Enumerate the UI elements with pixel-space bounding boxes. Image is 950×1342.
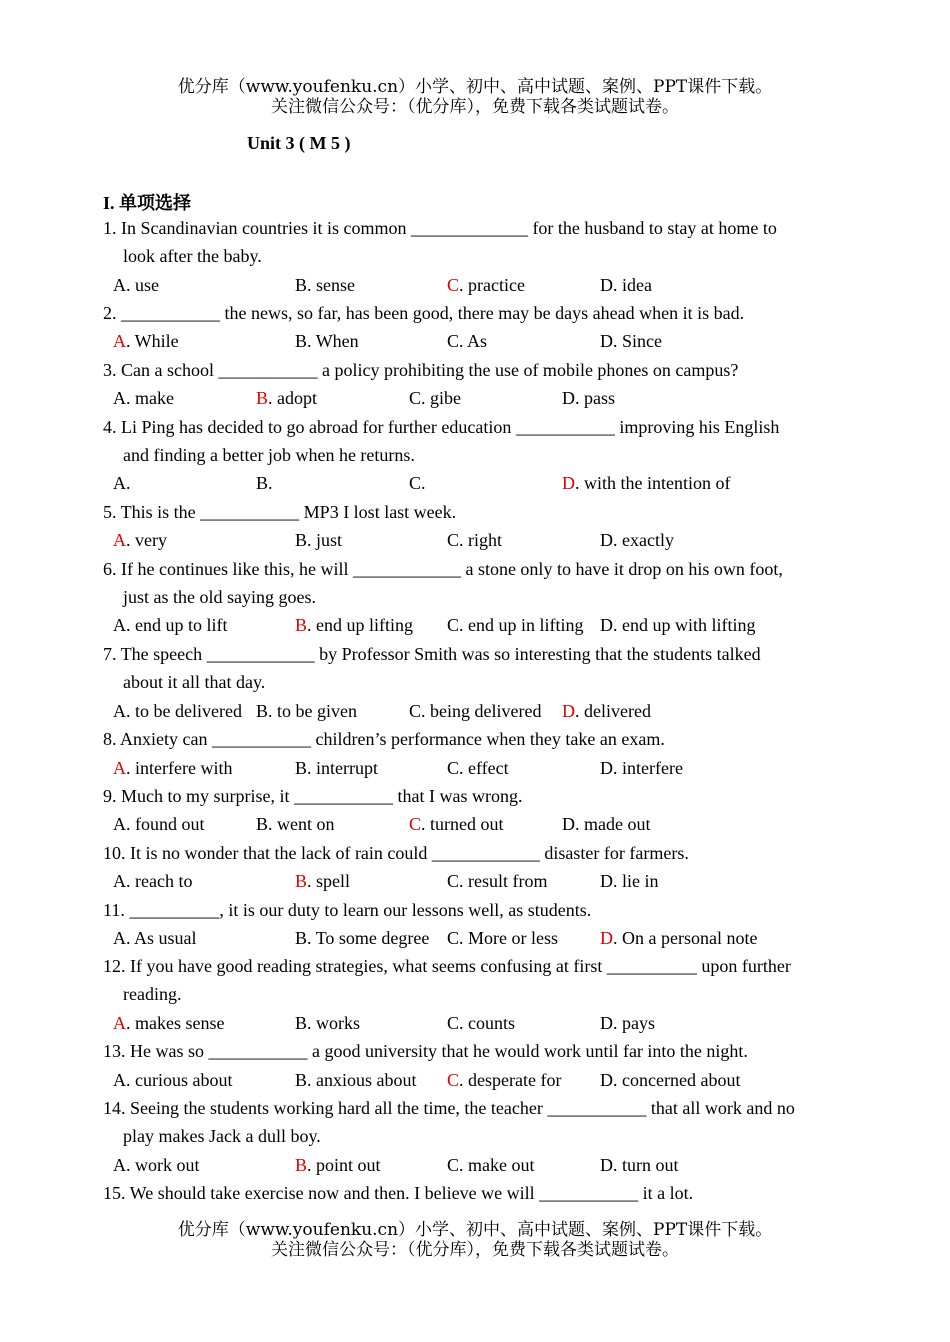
options-6 xyxy=(113,611,853,639)
question-text-continued: play makes Jack a dull boy. xyxy=(123,1126,321,1147)
option-a: A. interfere with xyxy=(113,758,233,778)
option-d: D. delivered xyxy=(562,701,651,721)
question-3 xyxy=(103,356,845,384)
option-a: A. While xyxy=(113,331,179,351)
question-text: 1. In Scandinavian countries it is common _____________ for the husband to stay at home to xyxy=(103,218,777,238)
option-c: C. result from xyxy=(447,871,548,891)
options-7 xyxy=(113,697,853,725)
question-text: 6. If he continues like this, he will ____________ a stone only to have it drop on his own foot, xyxy=(103,559,783,579)
question-text: 4. Li Ping has decided to go abroad for further education ___________ improving his English xyxy=(103,417,780,437)
option-b: B. just xyxy=(295,530,343,550)
option-c: C. effect xyxy=(447,758,509,778)
options-8 xyxy=(113,754,853,782)
question-14 xyxy=(103,1094,845,1151)
question-8 xyxy=(103,725,845,753)
question-text: 8. Anxiety can ___________ children’s performance when they take an exam. xyxy=(103,729,665,749)
question-text: 10. It is no wonder that the lack of rain could ____________ disaster for farmers. xyxy=(103,843,689,863)
option-b: B. adopt xyxy=(256,388,318,408)
question-2 xyxy=(103,299,845,327)
option-a: A. reach to xyxy=(113,871,193,891)
question-text: 2. ___________ the news, so far, has been good, there may be days ahead when it is bad. xyxy=(103,303,745,323)
option-b: B. When xyxy=(295,331,359,351)
option-b: B. went on xyxy=(256,814,335,834)
options-12 xyxy=(113,1009,853,1037)
question-6 xyxy=(103,555,845,612)
option-d: D. On a personal note xyxy=(600,928,758,948)
option-c: C. turned out xyxy=(409,814,504,834)
question-text: 5. This is the ___________ MP3 I lost last week. xyxy=(103,502,457,522)
option-d: D. end up with lifting xyxy=(600,615,756,635)
option-c: C. gibe xyxy=(409,388,462,408)
option-a: A. xyxy=(113,473,131,493)
option-a: A. make xyxy=(113,388,174,408)
option-d: D. exactly xyxy=(600,530,674,550)
question-12 xyxy=(103,952,845,1009)
question-text-continued: and finding a better job when he returns. xyxy=(123,445,415,466)
option-b: B. works xyxy=(295,1013,361,1033)
option-c: C. desperate for xyxy=(447,1070,562,1090)
question-text-continued: reading. xyxy=(123,984,182,1005)
question-text: 11. __________, it is our duty to learn our lessons well, as students. xyxy=(103,900,592,920)
question-text-continued: look after the baby. xyxy=(123,246,262,267)
option-b: B. To some degree xyxy=(295,928,430,948)
header-line-1: 优分库（www.youfenku.cn）小学、初中、高中试题、案例、PPT课件下载。 xyxy=(177,77,773,97)
option-c: C. end up in lifting xyxy=(447,615,584,635)
option-c: C. being delivered xyxy=(409,701,542,721)
question-text: 12. If you have good reading strategies, what seems confusing at first __________ upon further xyxy=(103,956,791,976)
option-a: A. end up to lift xyxy=(113,615,228,635)
section-heading: I. 单项选择 xyxy=(103,193,192,213)
question-text-continued: about it all that day. xyxy=(123,672,266,693)
question-10 xyxy=(103,839,845,867)
option-d: D. turn out xyxy=(600,1155,679,1175)
option-d: D. interfere xyxy=(600,758,683,778)
question-text: 14. Seeing the students working hard all the time, the teacher ___________ that all work and no xyxy=(103,1098,795,1118)
option-b: B. end up lifting xyxy=(295,615,414,635)
options-5 xyxy=(113,526,853,554)
page-footer xyxy=(0,1220,950,1260)
question-4 xyxy=(103,413,845,470)
option-a: A. use xyxy=(113,275,159,295)
page-header xyxy=(0,77,950,117)
options-1 xyxy=(113,271,853,299)
footer-line-1: 优分库（www.youfenku.cn）小学、初中、高中试题、案例、PPT课件下载。 xyxy=(177,1220,773,1240)
option-a: A. to be delivered xyxy=(113,701,242,721)
option-d: D. pays xyxy=(600,1013,655,1033)
option-c: C. xyxy=(409,473,426,493)
option-b: B. sense xyxy=(295,275,356,295)
option-c: C. practice xyxy=(447,275,525,295)
option-d: D. made out xyxy=(562,814,651,834)
option-c: C. More or less xyxy=(447,928,558,948)
option-c: C. As xyxy=(447,331,488,351)
option-d: D. lie in xyxy=(600,871,659,891)
question-13 xyxy=(103,1037,845,1065)
question-text: 13. He was so ___________ a good university that he would work until far into the night. xyxy=(103,1041,748,1061)
option-a: A. found out xyxy=(113,814,205,834)
question-text: 15. We should take exercise now and then. I believe we will ___________ it a lot. xyxy=(103,1183,694,1203)
options-10 xyxy=(113,867,853,895)
options-4 xyxy=(113,469,853,497)
question-text: 3. Can a school ___________ a policy prohibiting the use of mobile phones on campus? xyxy=(103,360,739,380)
question-15 xyxy=(103,1179,845,1207)
options-14 xyxy=(113,1151,853,1179)
header-line-2: 关注微信公众号：（优分库），免费下载各类试题试卷。 xyxy=(271,97,679,117)
options-11 xyxy=(113,924,853,952)
options-9 xyxy=(113,810,853,838)
option-d: D. Since xyxy=(600,331,662,351)
question-1 xyxy=(103,214,845,271)
options-2 xyxy=(113,327,853,355)
footer-line-2: 关注微信公众号：（优分库），免费下载各类试题试卷。 xyxy=(271,1240,679,1260)
option-b: B. to be given xyxy=(256,701,357,721)
option-b: B. spell xyxy=(295,871,351,891)
option-c: C. make out xyxy=(447,1155,535,1175)
option-b: B. interrupt xyxy=(295,758,378,778)
option-a: A. very xyxy=(113,530,167,550)
option-c: C. counts xyxy=(447,1013,516,1033)
options-13 xyxy=(113,1066,853,1094)
option-d: D. idea xyxy=(600,275,652,295)
option-d: D. pass xyxy=(562,388,615,408)
option-a: A. work out xyxy=(113,1155,200,1175)
option-d: D. with the intention of xyxy=(562,473,731,493)
question-5 xyxy=(103,498,845,526)
option-d: D. concerned about xyxy=(600,1070,741,1090)
option-c: C. right xyxy=(447,530,503,550)
question-text: 9. Much to my surprise, it ___________ that I was wrong. xyxy=(103,786,523,806)
question-text-continued: just as the old saying goes. xyxy=(123,587,316,608)
question-9 xyxy=(103,782,845,810)
question-7 xyxy=(103,640,845,697)
option-a: A. makes sense xyxy=(113,1013,225,1033)
option-a: A. curious about xyxy=(113,1070,233,1090)
question-text: 7. The speech ____________ by Professor Smith was so interesting that the students talked xyxy=(103,644,761,664)
option-b: B. point out xyxy=(295,1155,381,1175)
question-11 xyxy=(103,896,845,924)
options-3 xyxy=(113,384,853,412)
option-b: B. anxious about xyxy=(295,1070,417,1090)
unit-title: Unit 3 ( M 5 ) xyxy=(247,133,351,153)
option-a: A. As usual xyxy=(113,928,197,948)
option-b: B. xyxy=(256,473,273,493)
